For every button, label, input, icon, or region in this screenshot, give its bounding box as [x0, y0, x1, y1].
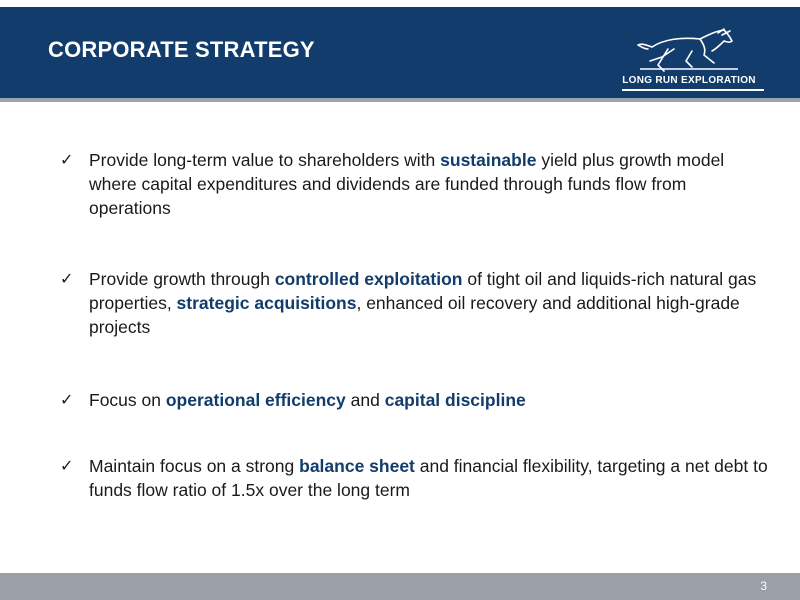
logo-wordmark: LONG RUN EXPLORATION [622, 75, 756, 86]
list-item [60, 148, 740, 220]
list-item [60, 267, 769, 339]
footer-bar [0, 573, 800, 600]
slide-title: CORPORATE STRATEGY [48, 37, 315, 62]
header-bar [0, 7, 800, 98]
checkmark-icon: ✓ [60, 269, 74, 288]
page-number: 3 [760, 579, 767, 593]
horse-icon [634, 27, 744, 73]
bullet-text: Focus on operational efficiency and capital discipline [89, 390, 526, 410]
checkmark-icon: ✓ [60, 390, 74, 409]
list-item [60, 454, 769, 502]
list-item [60, 388, 769, 412]
bullet-text: Provide long-term value to shareholders with sustainable yield plus growth model where capital expenditures and dividends are funded through funds flow from operations [89, 150, 725, 218]
bullet-text: Provide growth through controlled exploitation of tight oil and liquids-rich natural gas properties, strategic acquisitions, enhanced oil recovery and additional high-grade projects [89, 269, 757, 337]
checkmark-icon: ✓ [60, 456, 74, 475]
company-logo [614, 27, 764, 97]
strategy-list [60, 148, 768, 500]
checkmark-icon: ✓ [60, 150, 74, 169]
header-divider [0, 98, 800, 102]
bullet-text: Maintain focus on a strong balance sheet and financial flexibility, targeting a net debt to funds flow ratio of 1.5x over the long term [89, 456, 768, 500]
logo-underline [622, 89, 764, 91]
top-rule [0, 0, 800, 7]
